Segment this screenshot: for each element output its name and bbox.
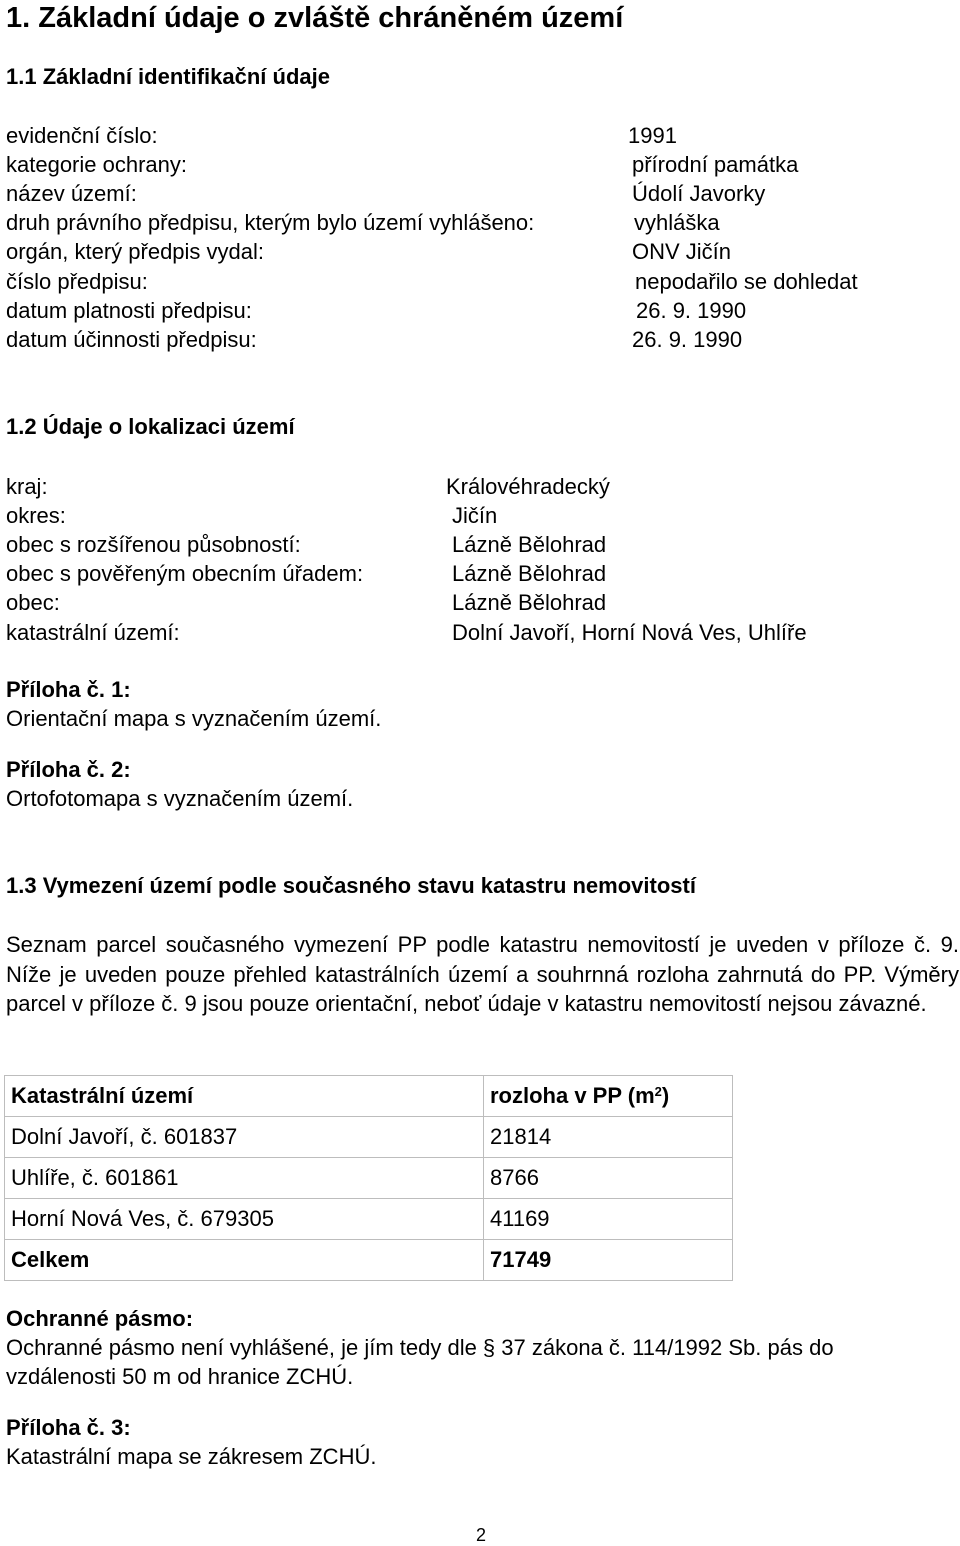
row-value: 26. 9. 1990 xyxy=(632,327,743,352)
row-value: vyhláška xyxy=(634,210,720,235)
row-label: číslo předpisu: xyxy=(6,269,148,294)
table-cell-area: Uhlíře, č. 601861 xyxy=(5,1158,484,1199)
header-size-end: ) xyxy=(661,1083,670,1108)
row-value: Lázně Bělohrad xyxy=(452,561,607,586)
table-cell-size: 21814 xyxy=(484,1117,733,1158)
table-total-value: 71749 xyxy=(484,1240,733,1281)
section-1-1-title: 1.1 Základní identifikační údaje xyxy=(6,64,330,89)
row-value: Lázně Bělohrad xyxy=(452,590,607,615)
cadastral-table xyxy=(4,1075,733,1281)
table-cell-area: Dolní Javoří, č. 601837 xyxy=(5,1117,484,1158)
row-value: přírodní památka xyxy=(632,152,799,177)
row-label: datum účinnosti předpisu: xyxy=(6,327,257,352)
row-value: Údolí Javorky xyxy=(632,181,766,206)
row-label: kategorie ochrany: xyxy=(6,152,187,177)
section-1-3-paragraph: Seznam parcel současného vymezení PP podle katastru nemovitostí je uveden v příloze č. 9. Níže je uveden pouze přehled katastrálních území a souhrnná rozloha zahrnutá do PP. Výměry parcel v příloze č. 9 jsou pouze orientační, neboť údaje v katastru nemovitostí nejsou závazné. xyxy=(6,932,959,1016)
annex-1-text: Orientační mapa s vyznačením území. xyxy=(6,706,382,731)
table-cell-size: 41169 xyxy=(484,1199,733,1240)
row-label: název území: xyxy=(6,181,137,206)
row-label: datum platnosti předpisu: xyxy=(6,298,252,323)
table-header-row xyxy=(5,1076,733,1117)
annex-1-label: Příloha č. 1: xyxy=(6,677,131,702)
page-number: 2 xyxy=(476,1525,487,1545)
row-label: obec s rozšířenou působností: xyxy=(6,532,301,557)
row-value: 1991 xyxy=(628,123,677,148)
protection-line-1: Ochranné pásmo není vyhlášené, je jím tedy dle § 37 zákona č. 114/1992 Sb. pás do xyxy=(6,1335,834,1360)
row-value: Dolní Javoří, Horní Nová Ves, Uhlíře xyxy=(452,620,807,645)
table-header-size xyxy=(484,1076,733,1117)
row-label: obec s pověřeným obecním úřadem: xyxy=(6,561,364,586)
annex-2-text: Ortofotomapa s vyznačením území. xyxy=(6,786,354,811)
table-total-label: Celkem xyxy=(5,1240,484,1281)
table-cell-area: Horní Nová Ves, č. 679305 xyxy=(5,1199,484,1240)
table-row xyxy=(5,1117,733,1158)
annex-3-label: Příloha č. 3: xyxy=(6,1415,131,1440)
annex-2-label: Příloha č. 2: xyxy=(6,757,131,782)
row-label: okres: xyxy=(6,503,66,528)
row-value: Jičín xyxy=(452,503,498,528)
header-size-sup: 2 xyxy=(654,1084,662,1099)
table-total-row xyxy=(5,1240,733,1281)
row-value: Královéhradecký xyxy=(446,474,610,499)
row-value: Lázně Bělohrad xyxy=(452,532,607,557)
section-1-3-title: 1.3 Vymezení území podle současného stavu katastru nemovitostí xyxy=(6,873,696,898)
section-1-2-title: 1.2 Údaje o lokalizaci území xyxy=(6,414,295,439)
protection-line-2: vzdálenosti 50 m od hranice ZCHÚ. xyxy=(6,1364,354,1389)
row-value: nepodařilo se dohledat xyxy=(635,269,858,294)
row-label: katastrální území: xyxy=(6,620,180,645)
row-label: evidenční číslo: xyxy=(6,123,158,148)
row-label: orgán, který předpis vydal: xyxy=(6,239,265,264)
table-row xyxy=(5,1158,733,1199)
protection-title: Ochranné pásmo: xyxy=(6,1306,194,1331)
header-size-text: rozloha v PP (m xyxy=(490,1083,655,1108)
annex-3-text: Katastrální mapa se zákresem ZCHÚ. xyxy=(6,1444,377,1469)
page-heading: 1. Základní údaje o zvláště chráněném území xyxy=(6,2,624,34)
table-header-area: Katastrální území xyxy=(5,1076,484,1117)
table-cell-size: 8766 xyxy=(484,1158,733,1199)
row-label: kraj: xyxy=(6,474,48,499)
row-label: obec: xyxy=(6,590,60,615)
table-row xyxy=(5,1199,733,1240)
row-value: ONV Jičín xyxy=(632,239,732,264)
row-label: druh právního předpisu, kterým bylo území vyhlášeno: xyxy=(6,210,535,235)
row-value: 26. 9. 1990 xyxy=(636,298,747,323)
